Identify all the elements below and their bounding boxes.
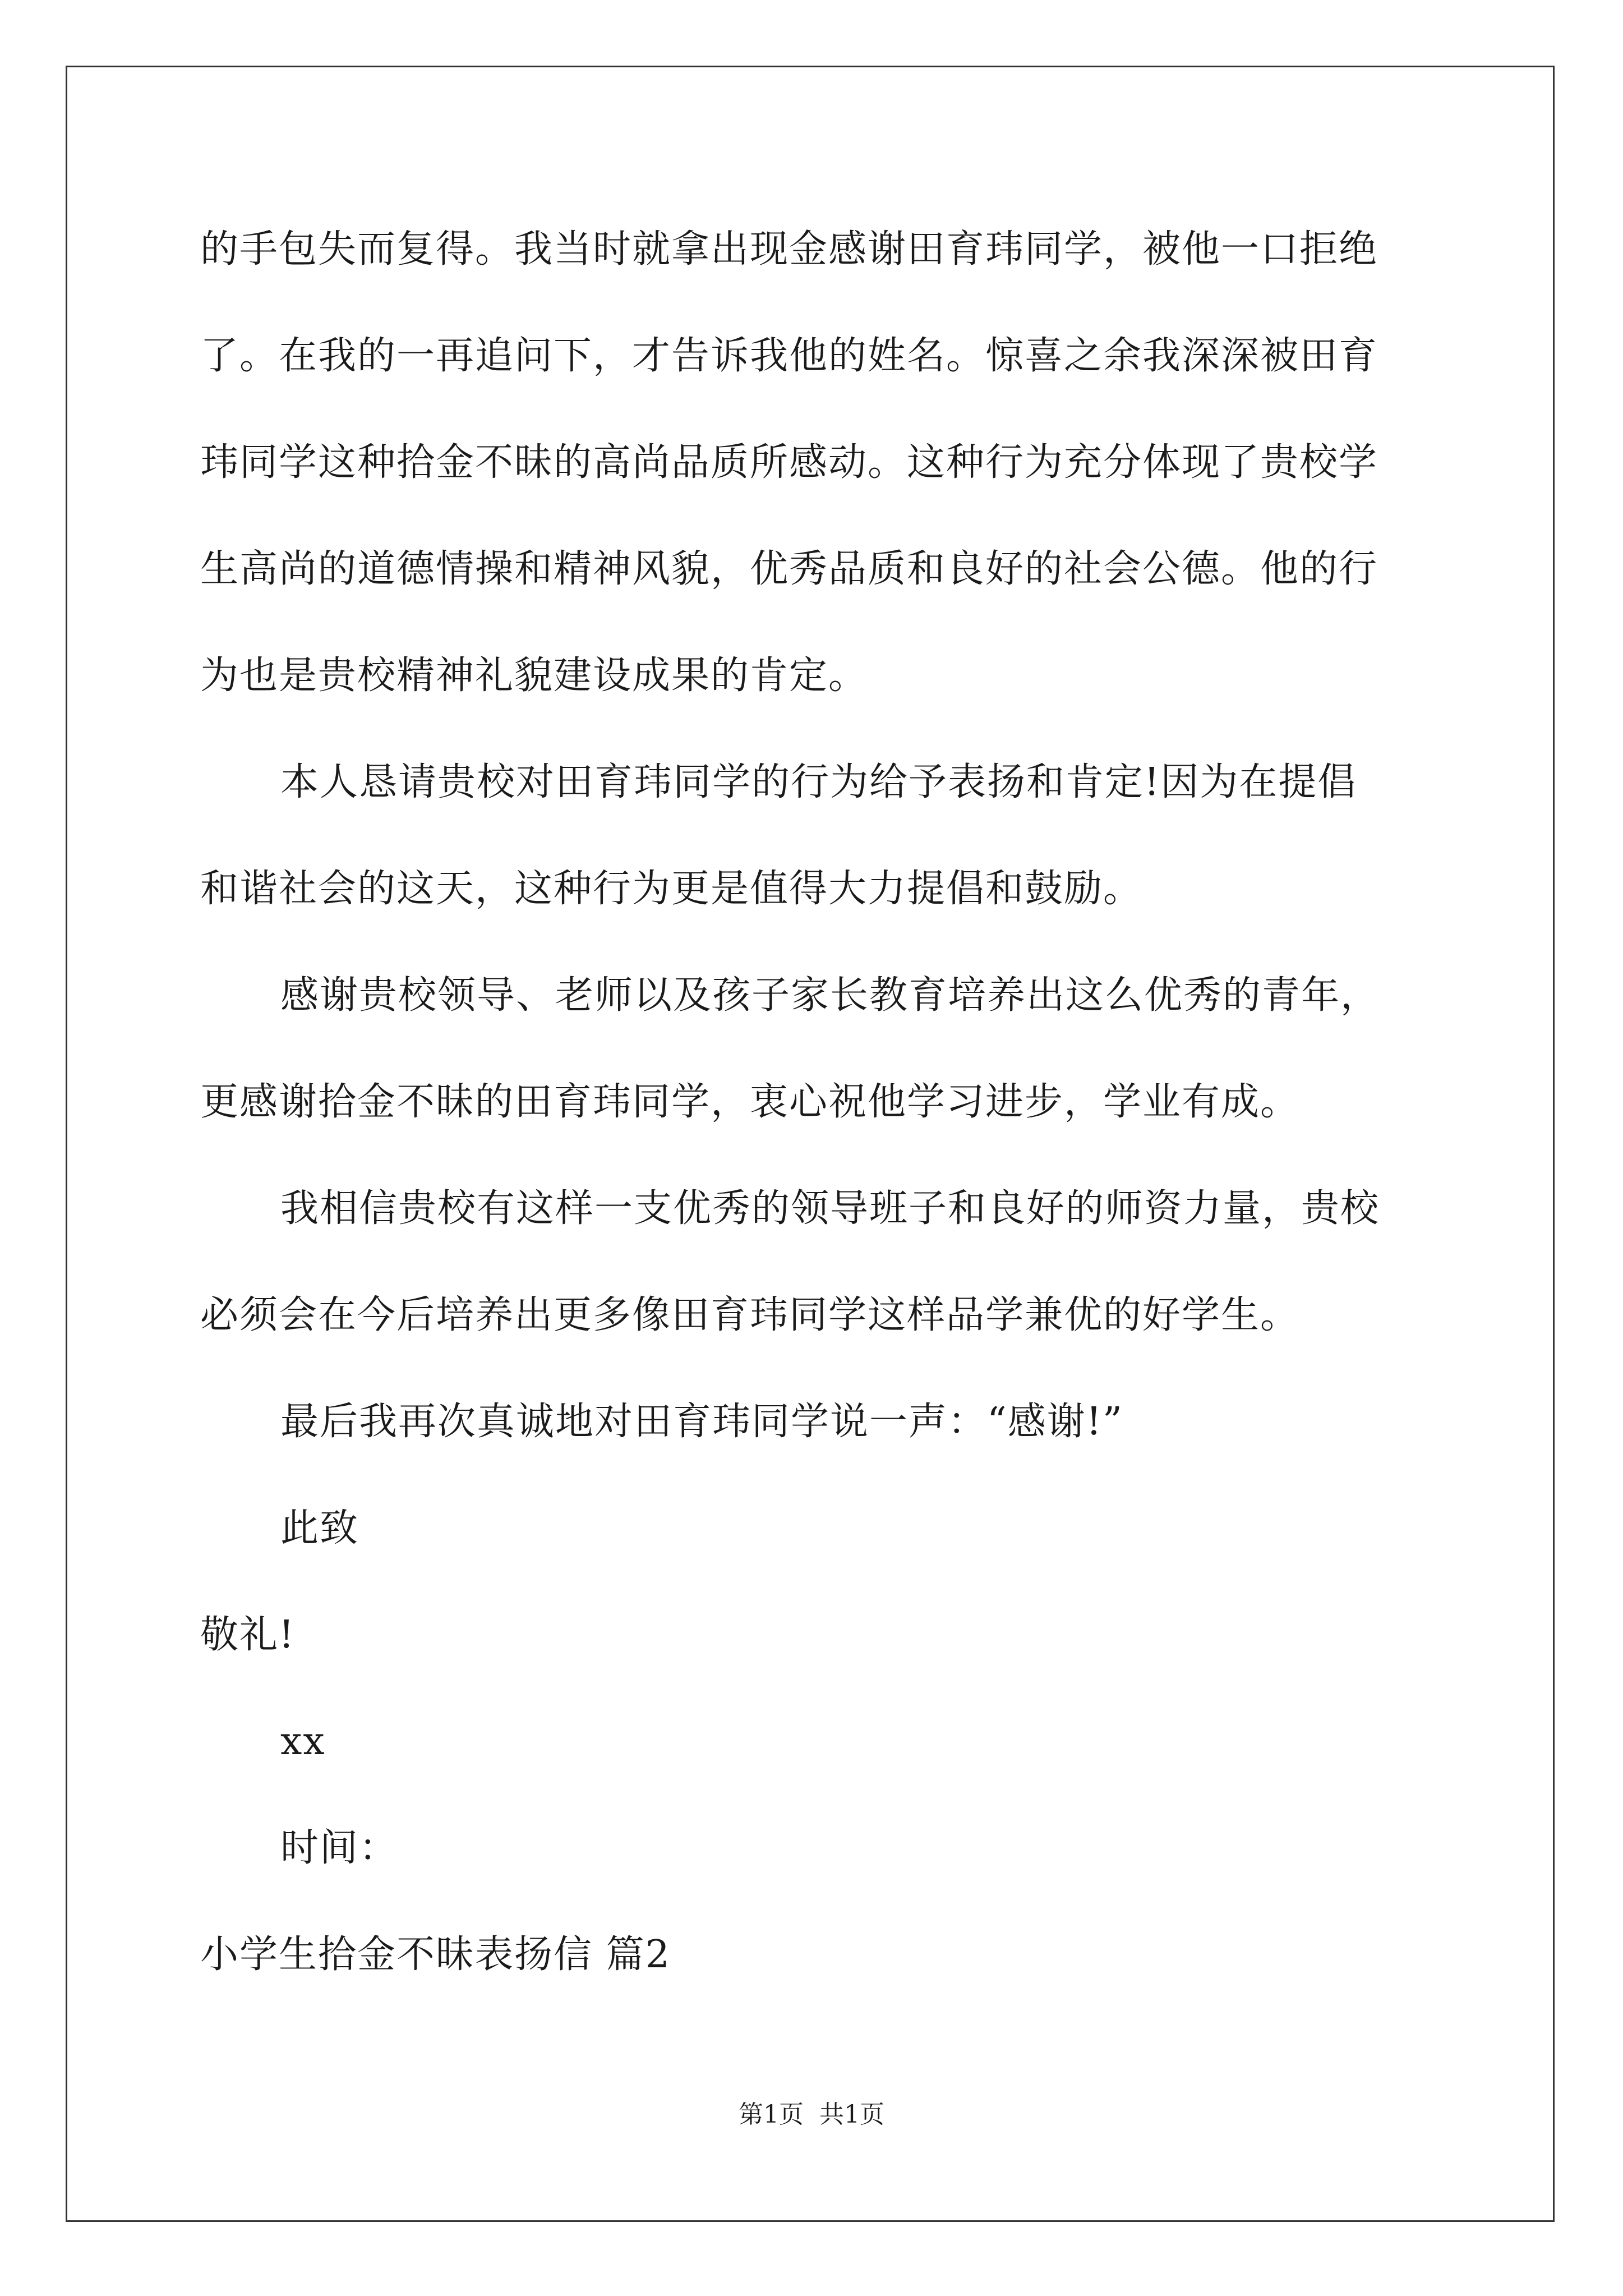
closing-jingli: 敬礼!	[200, 1613, 296, 1657]
paragraph-request-line-1: 本人恳请贵校对田育玮同学的行为给予表扬和肯定!因为在提倡	[280, 760, 1357, 804]
signature-name: xx	[280, 1719, 326, 1764]
paragraph-thanks-line-2: 更感谢拾金不昧的田育玮同学，衷心祝他学习进步，学业有成。	[200, 1080, 1300, 1124]
body-line-1: 的手包失而复得。我当时就拿出现金感谢田育玮同学，被他一口拒绝	[200, 227, 1378, 272]
paragraph-belief-line-2: 必须会在今后培养出更多像田育玮同学这样品学兼优的好学生。	[200, 1293, 1300, 1337]
body-line-2: 了。在我的一再追问下，才告诉我他的姓名。惊喜之余我深深被田育	[200, 334, 1378, 378]
signature-date-label: 时间：	[280, 1826, 399, 1870]
section-heading: 小学生拾金不昧表扬信 篇2	[200, 1932, 671, 1977]
paragraph-request-line-2: 和谐社会的这天，这种行为更是值得大力提倡和鼓励。	[200, 867, 1143, 911]
body-line-5: 为也是贵校精神礼貌建设成果的肯定。	[200, 654, 868, 698]
page-number-current: 第1页	[739, 2100, 804, 2129]
page-border	[66, 66, 1555, 2222]
body-line-4: 生高尚的道德情操和精神风貌，优秀品质和良好的社会公德。他的行	[200, 547, 1378, 591]
page-footer	[0, 2098, 1623, 2132]
paragraph-belief-line-1: 我相信贵校有这样一支优秀的领导班子和良好的师资力量，贵校	[280, 1186, 1380, 1231]
body-line-3: 玮同学这种拾金不昧的高尚品质所感动。这种行为充分体现了贵校学	[200, 440, 1378, 485]
page-number-total: 共1页	[819, 2100, 884, 2129]
closing-cizhi: 此致	[280, 1506, 359, 1550]
paragraph-thanks-line-1: 感谢贵校领导、老师以及孩子家长教育培养出这么优秀的青年，	[280, 973, 1380, 1018]
paragraph-final-thanks: 最后我再次真诚地对田育玮同学说一声：“感谢!”	[280, 1400, 1123, 1444]
